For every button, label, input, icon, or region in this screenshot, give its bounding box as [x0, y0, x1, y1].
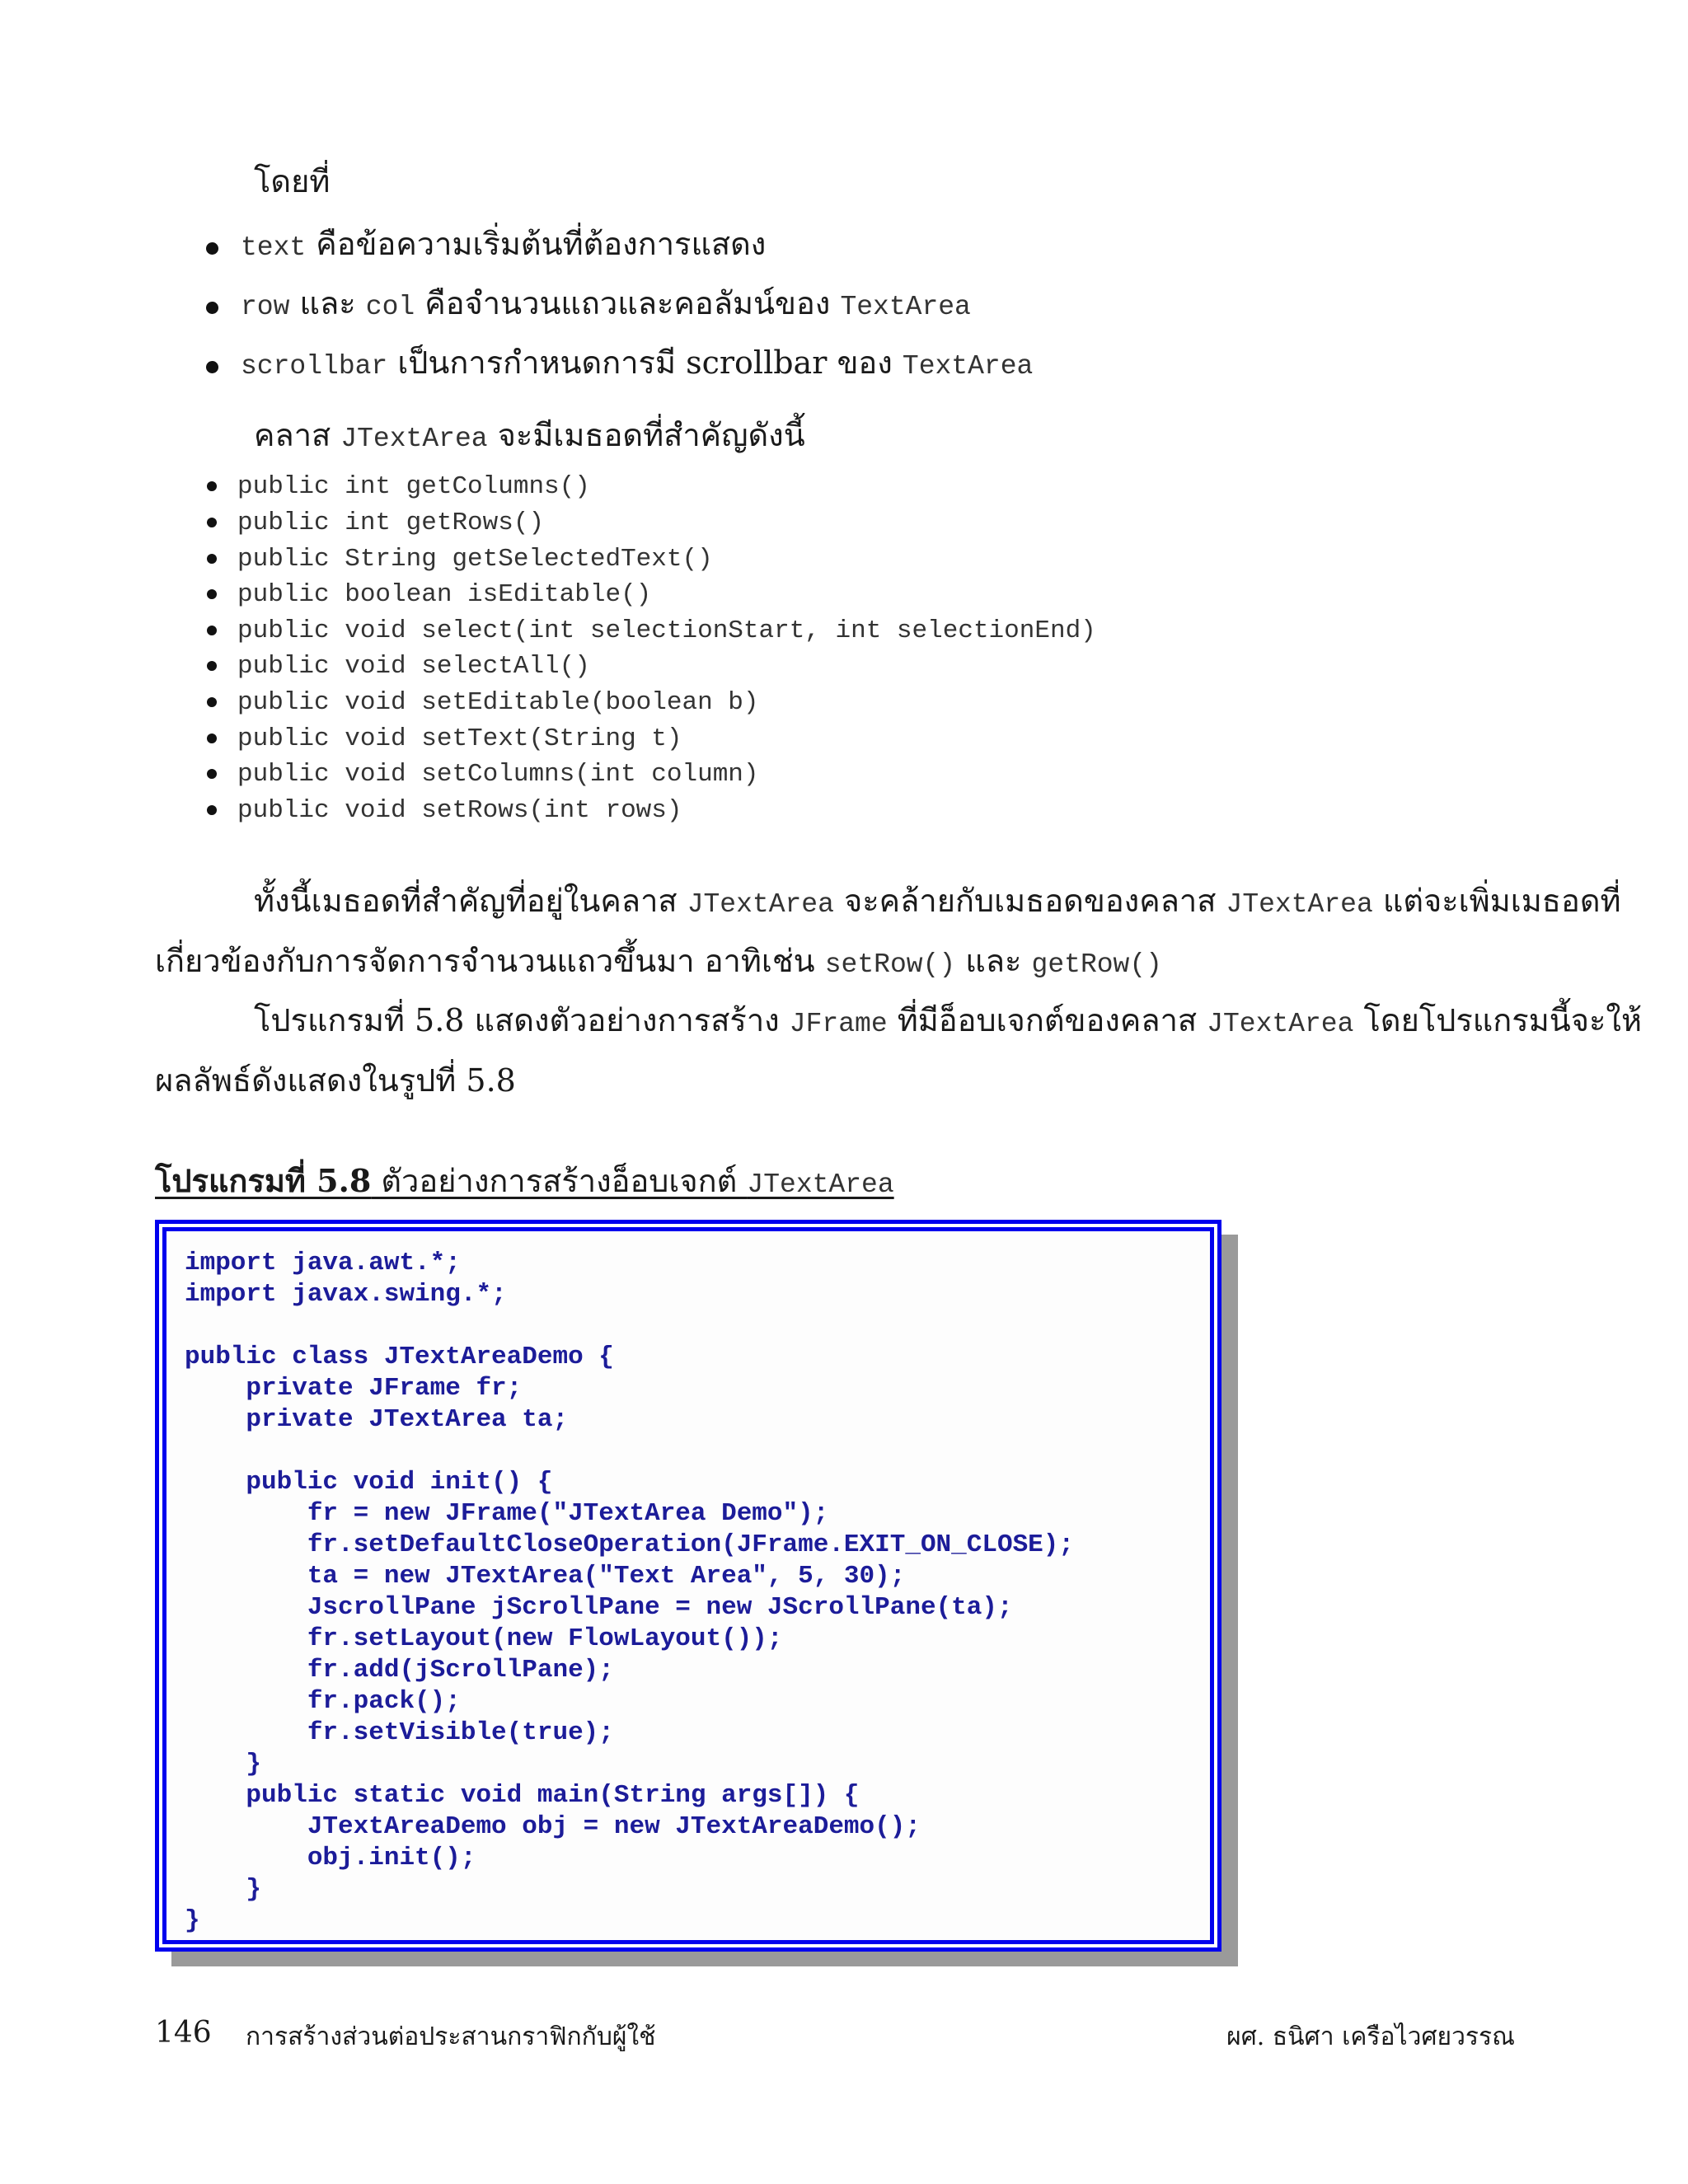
code-line: fr.setDefaultCloseOperation(JFrame.EXIT_ON_CLOSE); — [185, 1530, 1074, 1559]
method-item: public void setText(String t) — [237, 724, 682, 753]
code-textarea: TextArea — [840, 292, 971, 322]
code-listing — [162, 1227, 1214, 1944]
program-caption: โปรแกรมที่ 5.8 ตัวอย่างการสร้างอ็อบเจกต์ JTextArea — [155, 1162, 894, 1200]
param-row-col: row และ col คือจำนวนแถวและคอลัมน์ของ TextArea — [241, 285, 971, 322]
code-col: col — [365, 292, 415, 322]
method-item: public void selectAll() — [237, 652, 590, 681]
method-item: public void select(int selectionStart, int selectionEnd) — [237, 616, 1096, 645]
bullet — [207, 733, 217, 743]
paragraph-2-line-2: ผลลัพธ์ดังแสดงในรูปที่ 5.8 — [155, 1062, 516, 1099]
book-title: การสร้างส่วนต่อประสานกราฟิกกับผู้ใช้ — [246, 2022, 656, 2051]
bullet — [207, 697, 217, 707]
bullet — [207, 554, 217, 564]
code-line: fr.pack(); — [185, 1687, 461, 1716]
paragraph-1-line-1: ทั้งนี้เมธอดที่สำคัญที่อยู่ในคลาส JTextArea จะคล้ายกับเมธอดของคลาส JTextArea แต่จะเพิ่มเมธอดที่ — [254, 883, 1621, 920]
bullet — [207, 589, 217, 599]
method-item: public String getSelectedText() — [237, 545, 713, 574]
bullet — [206, 361, 218, 373]
code-row: row — [241, 292, 290, 322]
bullet — [207, 518, 217, 527]
page-number: 146 — [155, 2016, 212, 2050]
code-line: private JFrame fr; — [185, 1374, 523, 1403]
code-line: public static void main(String args[]) { — [185, 1781, 860, 1810]
param-scrollbar: scrollbar เป็นการกำหนดการมี scrollbar ของ TextArea — [241, 344, 1034, 382]
bullet — [206, 302, 218, 314]
bullet — [207, 626, 217, 635]
param-text: text คือข้อความเริ่มต้นที่ต้องการแสดง — [241, 226, 767, 263]
code-line: } — [185, 1750, 262, 1779]
bullet — [206, 242, 218, 255]
method-item: public int getColumns() — [237, 472, 590, 501]
code-scrollbar: scrollbar — [241, 351, 388, 382]
code-line: ta = new JTextArea("Text Area", 5, 30); — [185, 1562, 906, 1591]
code-line: obj.init(); — [185, 1844, 476, 1872]
paragraph-2-line-1: โปรแกรมที่ 5.8 แสดงตัวอย่างการสร้าง JFrame ที่มีอ็อบเจกต์ของคลาส JTextArea โดยโปรแกรมนี้จะให้ — [254, 1002, 1643, 1039]
author-name: ผศ. ธนิศา เครือไวศยวรรณ — [1226, 2022, 1515, 2051]
intro-label: โดยที่ — [254, 163, 331, 199]
method-item: public void setRows(int rows) — [237, 796, 682, 825]
code-line: public class JTextAreaDemo { — [185, 1343, 614, 1371]
code-line: } — [185, 1906, 200, 1935]
code-text: text — [241, 232, 307, 263]
caption-label: โปรแกรมที่ 5.8 — [155, 1162, 372, 1199]
code-line: JTextAreaDemo obj = new JTextAreaDemo(); — [185, 1812, 921, 1841]
method-item: public int getRows() — [237, 509, 545, 537]
bullet — [207, 769, 217, 779]
code-line: fr.setVisible(true); — [185, 1718, 614, 1747]
code-line: } — [185, 1875, 262, 1904]
code-textarea: TextArea — [902, 351, 1034, 382]
method-item: public void setColumns(int column) — [237, 760, 759, 789]
bullet — [207, 805, 217, 815]
bullet — [207, 481, 217, 491]
code-line: import java.awt.*; — [185, 1249, 461, 1277]
code-line: JscrollPane jScrollPane = new JScrollPane(ta); — [185, 1593, 1013, 1622]
code-line: public void init() { — [185, 1468, 553, 1497]
bullet — [207, 661, 217, 671]
code-line: import javax.swing.*; — [185, 1280, 507, 1309]
code-line: fr.add(jScrollPane); — [185, 1656, 614, 1685]
code-line: private JTextArea ta; — [185, 1405, 569, 1434]
code-jtextarea: JTextArea — [340, 424, 488, 454]
code-line: fr.setLayout(new FlowLayout()); — [185, 1624, 783, 1653]
method-item: public boolean isEditable() — [237, 580, 652, 609]
code-line: fr = new JFrame("JTextArea Demo"); — [185, 1499, 829, 1528]
paragraph-1-line-2: เกี่ยวข้องกับการจัดการจำนวนแถวขึ้นมา อาทิเช่น setRow() และ getRow() — [155, 943, 1162, 980]
methods-intro: คลาส JTextArea จะมีเมธอดที่สำคัญดังนี้ — [254, 417, 805, 454]
code-listing-box — [155, 1220, 1221, 1952]
method-item: public void setEditable(boolean b) — [237, 688, 759, 717]
